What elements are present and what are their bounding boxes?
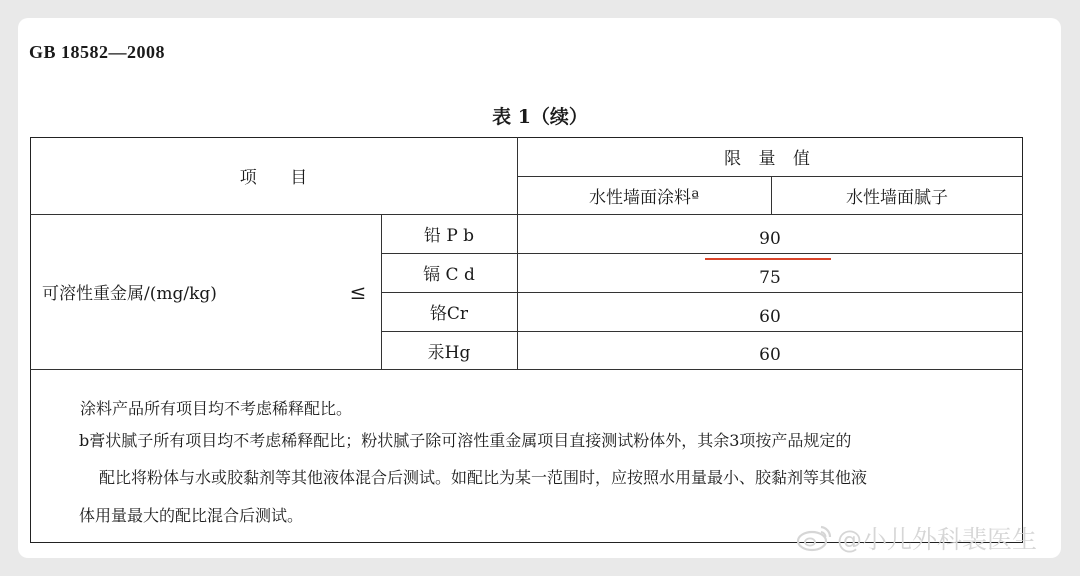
footnote-a: 涂料产品所有项目均不考虑稀释配比。: [80, 399, 353, 418]
weibo-logo-icon: [795, 523, 833, 553]
header-water-paint: 水性墙面涂料ª: [588, 187, 700, 208]
limit-value: 75: [759, 268, 781, 288]
header-limit: 限 量 值: [724, 149, 816, 169]
heavy-metal-label: 可溶性重金属/(mg/kg): [42, 284, 217, 304]
element-label: 铬Cr: [429, 304, 469, 324]
comparator: ≤: [349, 279, 367, 304]
highlight-underline: [705, 258, 831, 260]
header-item: 项 目: [239, 168, 322, 188]
table-title: 表 1（续）: [492, 106, 588, 128]
limit-value: 60: [759, 345, 781, 365]
limit-value: 60: [759, 307, 781, 327]
watermark: [795, 520, 1037, 556]
element-label: 镉 C d: [423, 265, 475, 285]
standard-number: GB 18582—2008: [29, 42, 166, 62]
footnote-b-line3: 体用量最大的配比混合后测试。: [79, 506, 304, 525]
element-label: 铅 P b: [423, 226, 475, 246]
footnote-b-line2: 配比将粉体与水或胶黏剂等其他液体混合后测试。如配比为某一范围时，应按照水用量最小、胶黏剂等其他液: [99, 468, 868, 487]
header-water-putty: 水性墙面腻子: [846, 187, 948, 208]
footnote-b: b膏状腻子所有项目均不考虑稀释配比；粉状腻子除可溶性重金属项目直接测试粉体外，其余3项按产品规定的: [79, 431, 852, 450]
element-label: 汞Hg: [427, 342, 471, 363]
watermark-text: @小儿外科裴医生: [837, 525, 1038, 554]
limit-value: 90: [759, 228, 781, 249]
